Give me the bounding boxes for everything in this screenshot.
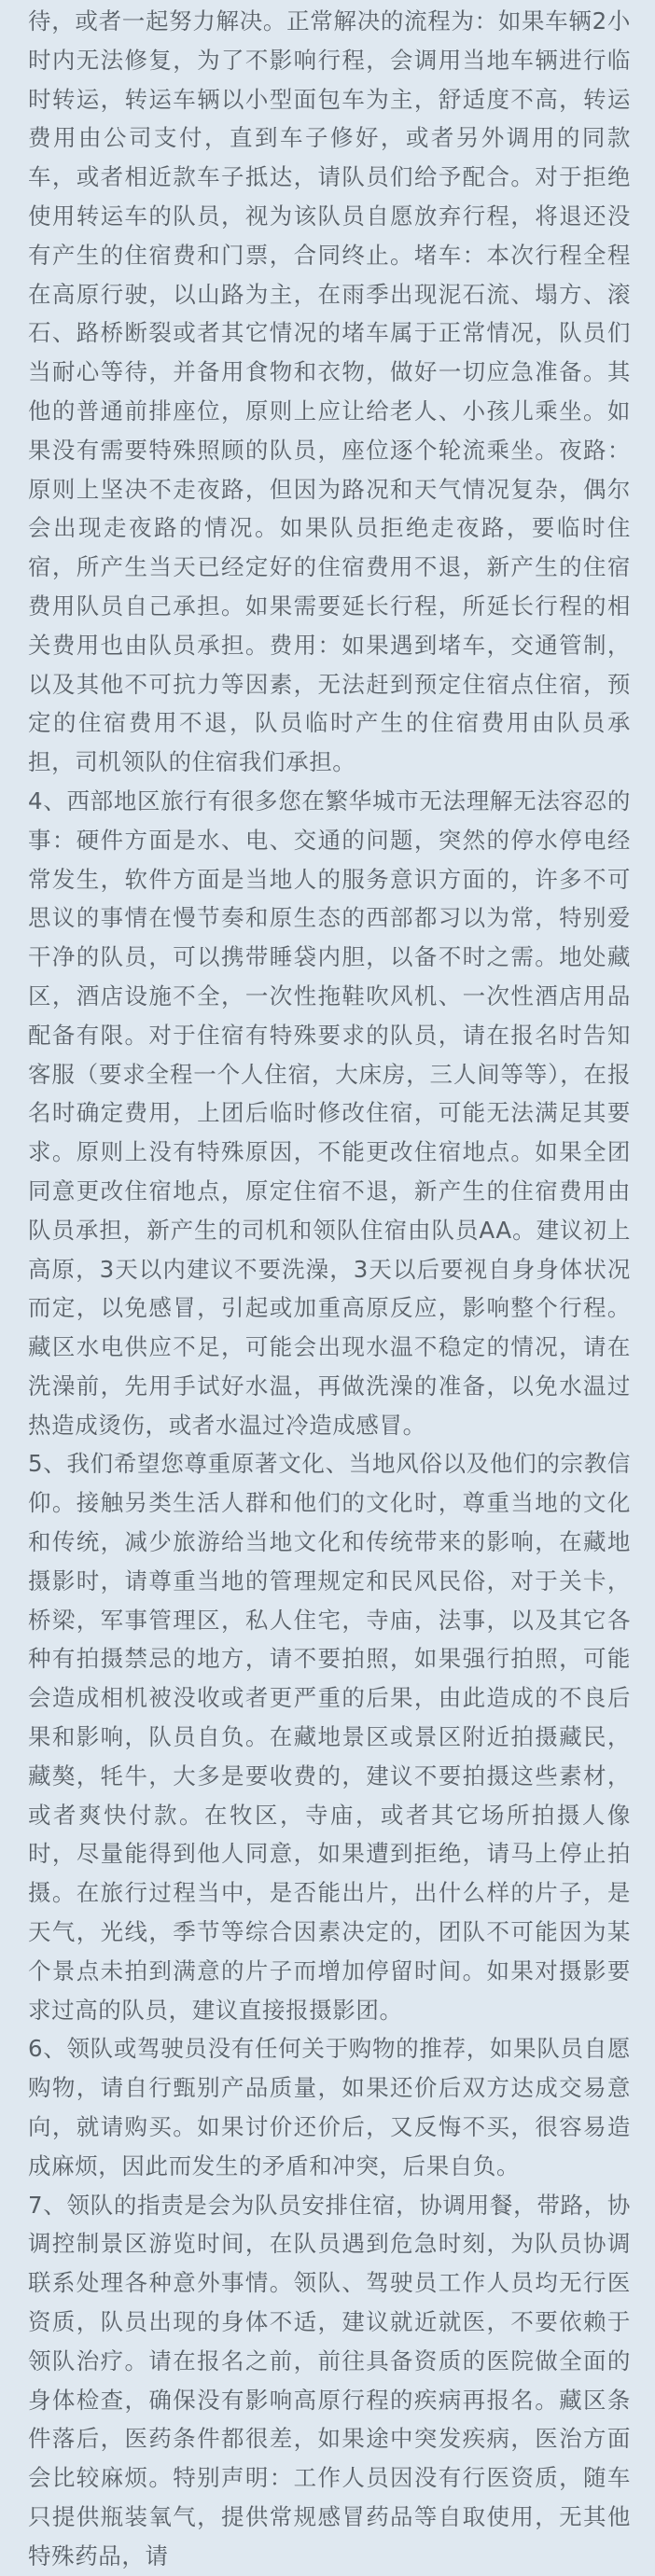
paragraph-item-6: 6、领队或驾驶员没有任何关于购物的推荐，如果队员自愿购物，请自行甄别产品质量，如果还价后双方达成交易意向，就请购买。如果讨价还价后，又反悔不买，很容易造成麻烦，因此而发生的矛盾和冲突，后果自负。 [28, 2035, 631, 2179]
paragraph-item-4: 4、西部地区旅行有很多您在繁华城市无法理解无法容忍的事：硬件方面是水、电、交通的问题，突然的停水停电经常发生，软件方面是当地人的服务意识方面的，许多不可思议的事情在慢节奏和原生态的西部都习以为常，特别爱干净的队员，可以携带睡袋内胆，以备不时之需。地处藏区，酒店设施不全，一次性拖鞋吹风机、一次性酒店用品配备有限。对于住宿有特殊要求的队员，请在报名时告知客服（要求全程一个人住宿，大床房，三人间等等），在报名时确定费用，上团后临时修改住宿，可能无法满足其要求。原则上没有特殊原因，不能更改住宿地点。如果全团同意更改住宿地点，原定住宿不退，新产生的住宿费用由队员承担，新产生的司机和领队住宿由队员AA。建议初上高原，3天以内建议不要洗澡，3天以后要视自身身体状况而定，以免感冒，引起或加重高原反应，影响整个行程。藏区水电供应不足，可能会出现水温不稳定的情况，请在洗澡前，先用手试好水温，再做洗澡的准备，以免水温过热造成烫伤，或者水温过冷造成感冒。 [28, 787, 631, 1439]
paragraph-item-7: 7、领队的指责是会为队员安排住宿，协调用餐，带路，协调控制景区游览时间，在队员遇到危急时刻，为队员协调联系处理各种意外事情。领队、驾驶员工作人员均无行医资质，队员出现的身体不适，建议就近就医，不要依赖于领队治疗。请在报名之前，前往具备资质的医院做全面的身体检查，确保没有影响高原行程的疾病再报名。藏区条件落后，医药条件都很差，如果途中突发疾病，医治方面会比较麻烦。特别声明：工作人员因没有行医资质，随车只提供瓶装氧气，提供常规感冒药品等自取使用，无其他特殊药品，请 [28, 2191, 631, 2569]
paragraph-transport-rules: 待，或者一起努力解决。正常解决的流程为：如果车辆2小时内无法修复，为了不影响行程，会调用当地车辆进行临时转运，转运车辆以小型面包车为主，舒适度不高，转运费用由公司支付，直到车子修好，或者另外调用的同款车，或者相近款车子抵达，请队员们给予配合。对于拒绝使用转运车的队员，视为该队员自愿放弃行程，将退还没有产生的住宿费和门票，合同终止。堵车：本次行程全程在高原行驶，以山路为主，在雨季出现泥石流、塌方、滚石、路桥断裂或者其它情况的堵车属于正常情况，队员们当耐心等待，并备用食物和衣物，做好一切应急准备。其他的普通前排座位，原则上应让给老人、小孩儿乘坐。如果没有需要特殊照顾的队员，座位逐个轮流乘坐。夜路：原则上坚决不走夜路，但因为路况和天气情况复杂，偶尔会出现走夜路的情况。如果队员拒绝走夜路，要临时住宿，所产生当天已经定好的住宿费用不退，新产生的住宿费用队员自己承担。如果需要延长行程，所延长行程的相关费用也由队员承担。费用：如果遇到堵车，交通管制，以及其他不可抗力等因素，无法赶到预定住宿点住宿，预定的住宿费用不退，队员临时产生的住宿费用由队员承担，司机领队的住宿我们承担。 [28, 7, 631, 776]
article-body [28, 2, 631, 2576]
paragraph-item-5: 5、我们希望您尊重原著文化、当地风俗以及他们的宗教信仰。接触另类生活人群和他们的文化时，尊重当地的文化和传统，减少旅游给当地文化和传统带来的影响，在藏地摄影时，请尊重当地的管理规定和民风民俗，对于关卡，桥梁，军事管理区，私人住宅，寺庙，法事，以及其它各种有拍摄禁忌的地方，请不要拍照，如果强行拍照，可能会造成相机被没收或者更严重的后果，由此造成的不良后果和影响，队员自负。在藏地景区或景区附近拍摄藏民，藏獒，牦牛，大多是要收费的，建议不要拍摄这些素材，或者爽快付款。在牧区，寺庙，或者其它场所拍摄人像时，尽量能得到他人同意，如果遭到拒绝，请马上停止拍摄。在旅行过程当中，是否能出片，出什么样的片子，是天气，光线，季节等综合因素决定的，团队不可能因为某个景点未拍到满意的片子而增加停留时间。如果对摄影要求过高的队员，建议直接报摄影团。 [28, 1450, 631, 2024]
